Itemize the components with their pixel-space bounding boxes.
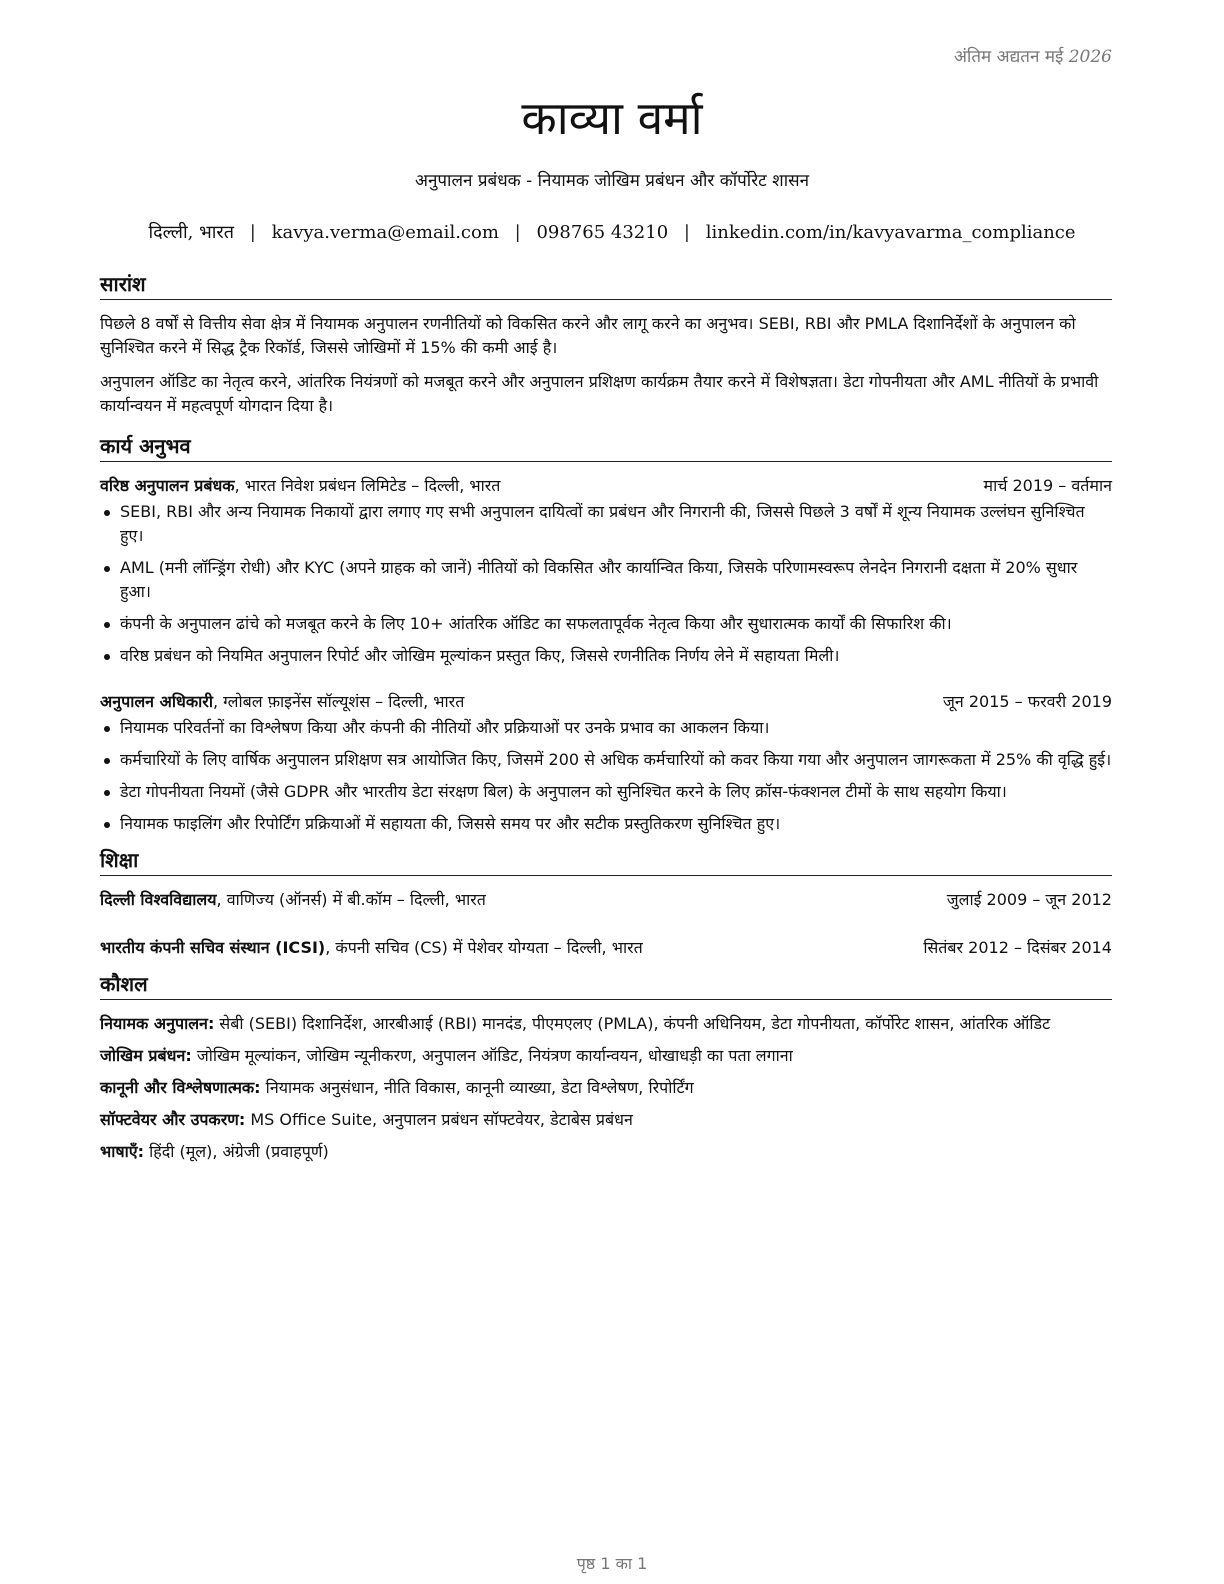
summary-section <box>100 270 1112 418</box>
contact-phone: 098765 43210 <box>536 222 669 243</box>
education-dates: सितंबर 2012 – दिसंबर 2014 <box>923 938 1112 957</box>
education-detail: , वाणिज्य (ऑनर्स) में बी.कॉम – दिल्ली, भारत <box>216 890 486 909</box>
job-entry <box>100 690 1112 836</box>
experience-section <box>100 432 1112 836</box>
education-detail: , कंपनी सचिव (CS) में पेशेवर योग्यता – दिल्ली, भारत <box>325 938 643 957</box>
candidate-name: काव्या वर्मा <box>521 91 703 145</box>
summary-paragraph: अनुपालन ऑडिट का नेतृत्व करने, आंतरिक नियंत्रणों को मजबूत करने और अनुपालन प्रशिक्षण कार्यक्रम तैयार करने में विशेषज्ञता। डेटा गोपनीयता और AML नीतियों के प्रभावी कार्यान्वयन में महत्वपूर्ण योगदान दिया है। <box>100 372 1099 415</box>
summary-paragraph: पिछले 8 वर्षों से वित्तीय सेवा क्षेत्र में नियामक अनुपालन रणनीतियों को विकसित करने और लागू करने का अनुभव। SEBI, RBI और PMLA दिशानिर्देशों के अनुपालन को सुनिश्चित करने में सिद्ध ट्रैक रिकॉर्ड, जिससे जोखिमों में 15% की कमी आई है। <box>100 314 1076 357</box>
spacer <box>100 676 1112 690</box>
skill-row <box>100 1012 1112 1036</box>
list-item: SEBI, RBI और अन्य नियामक निकायों द्वारा लगाए गए सभी अनुपालन दायित्वों का प्रबंधन और निगरानी की, जिससे पिछले 3 वर्षों में शून्य नियामक उल्लंघन सुनिश्चित हुए। <box>120 500 1112 548</box>
list-item: कंपनी के अनुपालन ढांचे को मजबूत करने के लिए 10+ आंतरिक ऑडिट का सफलतापूर्वक नेतृत्व किया और सुधारात्मक कार्यों की सिफारिश की। <box>120 612 1112 636</box>
education-line <box>100 936 643 960</box>
skill-label: सॉफ्टवेयर और उपकरण: <box>100 1110 246 1129</box>
job-title-line <box>100 690 464 714</box>
skill-value: सेबी (SEBI) दिशानिर्देश, आरबीआई (RBI) मानदंड, पीएमएलए (PMLA), कंपनी अधिनियम, डेटा गोपनीयता, कॉर्पोरेट शासन, आंतरिक ऑडिट <box>214 1014 1051 1033</box>
resume-body <box>100 270 1112 1172</box>
skills-section <box>100 970 1112 1164</box>
job-title-line <box>100 474 500 498</box>
list-item: नियामक फाइलिंग और रिपोर्टिंग प्रक्रियाओं में सहायता की, जिससे समय पर और सटीक प्रस्तुतिकरण सुनिश्चित हुए। <box>120 812 1112 836</box>
list-item: कर्मचारियों के लिए वार्षिक अनुपालन प्रशिक्षण सत्र आयोजित किए, जिसमें 200 से अधिक कर्मचारियों को कवर किया गया और अनुपालन जागरूकता में 25% की वृद्धि हुई। <box>120 748 1112 772</box>
education-line <box>100 888 486 912</box>
skill-label: कानूनी और विश्लेषणात्मक: <box>100 1078 261 1097</box>
job-title: अनुपालन अधिकारी <box>100 692 213 711</box>
education-section <box>100 846 1112 960</box>
summary-heading: सारांश <box>100 270 1112 300</box>
education-institution: भारतीय कंपनी सचिव संस्थान (ICSI) <box>100 938 326 957</box>
contact-email[interactable]: kavya.verma@email.com <box>271 222 499 243</box>
page-number: पृष्ठ 1 का 1 <box>576 1554 648 1573</box>
education-entry <box>100 888 1112 912</box>
skill-label: नियामक अनुपालन: <box>100 1014 215 1033</box>
job-dates: मार्च 2019 – वर्तमान <box>983 476 1112 495</box>
job-header <box>100 690 1112 714</box>
skill-value: हिंदी (मूल), अंग्रेजी (प्रवाहपूर्ण) <box>144 1142 329 1161</box>
candidate-headline: अनुपालन प्रबंधक - नियामक जोखिम प्रबंधन और कॉर्पोरेट शासन <box>414 171 810 191</box>
education-institution: दिल्ली विश्वविद्यालय <box>100 890 217 909</box>
contact-linkedin[interactable]: linkedin.com/in/kavyavarma_compliance <box>705 222 1076 243</box>
list-item: डेटा गोपनीयता नियमों (जैसे GDPR और भारतीय डेटा संरक्षण बिल) के अनुपालन को सुनिश्चित करने के लिए क्रॉस-फंक्शनल टीमों के साथ सहयोग किया। <box>120 780 1112 804</box>
job-title: वरिष्ठ अनुपालन प्रबंधक <box>100 476 235 495</box>
contact-location: दिल्ली, भारत <box>148 222 235 243</box>
last-updated-label: अंतिम अद्यतन मई <box>953 47 1064 67</box>
skill-row <box>100 1076 1112 1100</box>
contact-separator: | <box>249 222 256 243</box>
job-entry <box>100 474 1112 668</box>
job-bullets <box>100 500 1112 668</box>
skill-value: MS Office Suite, अनुपालन प्रबंधन सॉफ्टवेयर, डेटाबेस प्रबंधन <box>245 1110 633 1129</box>
job-organization: , ग्लोबल फ़ाइनेंस सॉल्यूशंस – दिल्ली, भारत <box>212 692 465 711</box>
list-item: AML (मनी लॉन्ड्रिंग रोधी) और KYC (अपने ग्राहक को जानें) नीतियों को विकसित और कार्यान्वित किया, जिसके परिणामस्वरूप लेनदेन निगरानी दक्षता में 20% सुधार हुआ। <box>120 556 1112 604</box>
skill-label: जोखिम प्रबंधन: <box>100 1046 192 1065</box>
skill-value: जोखिम मूल्यांकन, जोखिम न्यूनीकरण, अनुपालन ऑडिट, नियंत्रण कार्यान्वयन, धोखाधड़ी का पता लगाना <box>191 1046 793 1065</box>
job-header <box>100 474 1112 498</box>
contact-separator: | <box>683 222 690 243</box>
education-entry <box>100 936 1112 960</box>
skills-heading: कौशल <box>100 970 1112 1000</box>
list-item: वरिष्ठ प्रबंधन को नियमित अनुपालन रिपोर्ट और जोखिम मूल्यांकन प्रस्तुत किए, जिससे रणनीतिक निर्णय लेने में सहायता मिली। <box>120 644 1112 668</box>
job-organization: , भारत निवेश प्रबंधन लिमिटेड – दिल्ली, भारत <box>234 476 501 495</box>
education-heading: शिक्षा <box>100 846 1112 876</box>
job-bullets <box>100 716 1112 836</box>
skill-label: भाषाएँ: <box>100 1142 145 1161</box>
list-item: नियामक परिवर्तनों का विश्लेषण किया और कंपनी की नीतियों और प्रक्रियाओं पर उनके प्रभाव का आकलन किया। <box>120 716 1112 740</box>
contact-separator: | <box>514 222 521 243</box>
job-dates: जून 2015 – फरवरी 2019 <box>943 692 1112 711</box>
skill-row <box>100 1140 1112 1164</box>
education-dates: जुलाई 2009 – जून 2012 <box>946 890 1112 909</box>
experience-heading: कार्य अनुभव <box>100 432 1112 462</box>
skill-row <box>100 1108 1112 1132</box>
last-updated-year: 2026 <box>1068 47 1112 67</box>
skill-value: नियामक अनुसंधान, नीति विकास, कानूनी व्याख्या, डेटा विश्लेषण, रिपोर्टिंग <box>260 1078 694 1097</box>
skill-row <box>100 1044 1112 1068</box>
last-updated <box>954 44 1112 67</box>
contact-line <box>0 220 1224 244</box>
